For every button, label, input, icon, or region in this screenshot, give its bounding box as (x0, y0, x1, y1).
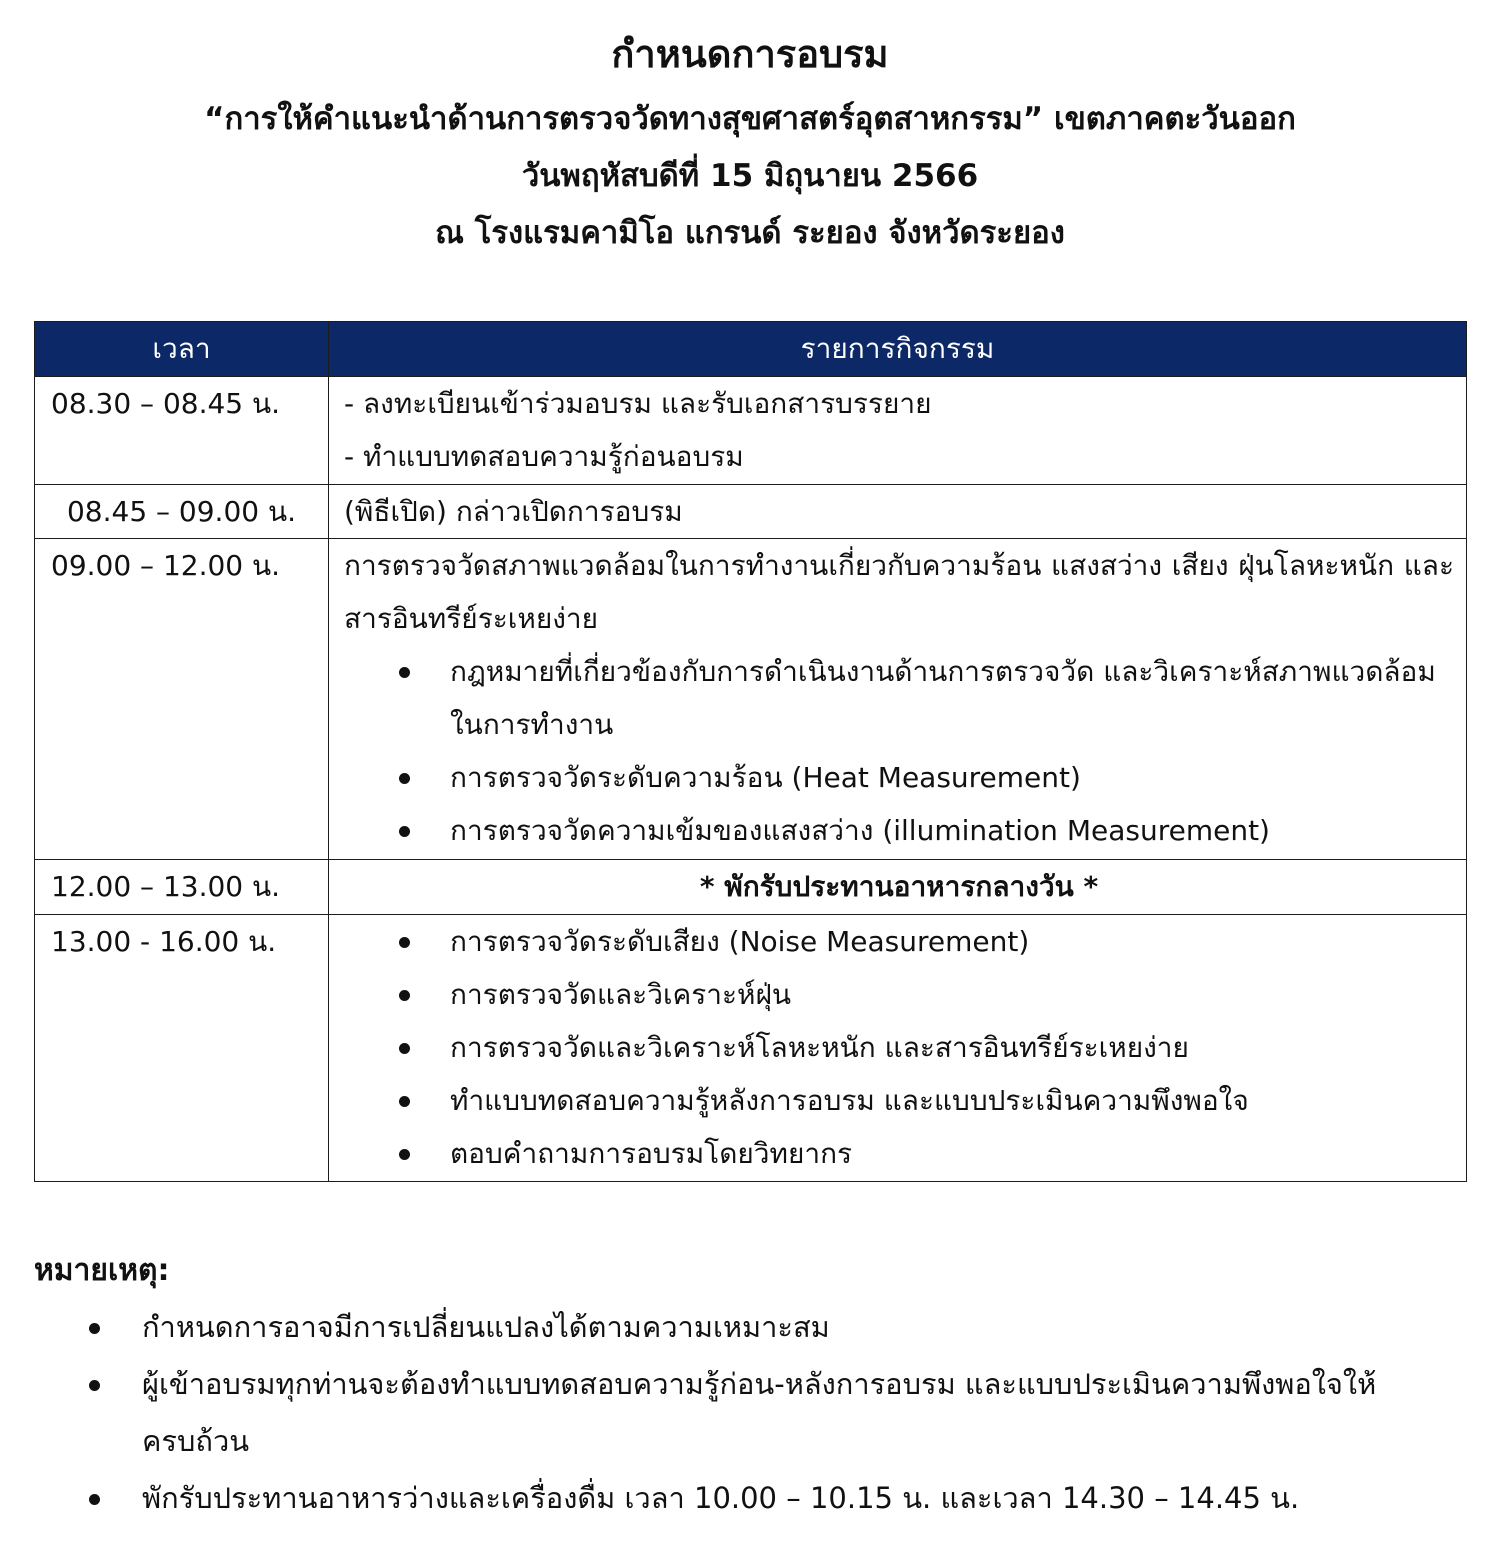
activity-line: (พิธีเปิด) กล่าวเปิดการอบรม (344, 495, 683, 528)
bullet-icon (89, 1323, 100, 1334)
column-header-activity: รายการกิจกรรม (329, 322, 1467, 377)
activity-intro: การตรวจวัดสภาพแวดล้อมในการทำงานเกี่ยวกับความร้อน แสงสว่าง เสียง ฝุ่นโลหะหนัก และสารอินทรีย์ระเหยง่าย (344, 549, 1454, 635)
note-item (34, 1470, 1394, 1527)
list-item (344, 804, 1454, 857)
bullet-text: การตรวจวัดระดับความร้อน (Heat Measurement) (450, 761, 1081, 794)
bullet-icon (399, 667, 410, 678)
list-item (344, 645, 1454, 751)
table-row (35, 539, 1467, 860)
activity-cell (329, 539, 1467, 860)
event-date: วันพฤหัสบดีที่ 15 มิถุนายน 2566 (521, 158, 979, 194)
time-cell: 08.30 – 08.45 น. (35, 377, 329, 485)
bullet-text: การตรวจวัดความเข้มของแสงสว่าง (illumination Measurement) (450, 814, 1270, 847)
bullet-icon (399, 937, 410, 948)
list-item (344, 1021, 1454, 1074)
time-cell: 08.45 – 09.00 น. (35, 485, 329, 539)
activity-line: - ลงทะเบียนเข้าร่วมอบรม และรับเอกสารบรรยาย (344, 387, 932, 420)
list-item (344, 751, 1454, 804)
bullet-icon (89, 1380, 100, 1391)
time-cell: 09.00 – 12.00 น. (35, 539, 329, 860)
table-row (35, 377, 1467, 485)
note-text: พักรับประทานอาหารว่างและเครื่องดื่ม เวลา 10.00 – 10.15 น. และเวลา 14.30 – 14.45 น. (142, 1481, 1300, 1515)
note-text: กำหนดการอาจมีการเปลี่ยนแปลงได้ตามความเหมาะสม (142, 1310, 830, 1344)
note-text: ผู้เข้าอบรมทุกท่านจะต้องทำแบบทดสอบความรู้ก่อน-หลังการอบรม และแบบประเมินความพึงพอใจให้ครบถ้วน (142, 1367, 1377, 1458)
page-title: กำหนดการอบรม (611, 32, 889, 76)
activity-cell (329, 915, 1467, 1182)
time-cell: 13.00 - 16.00 น. (35, 915, 329, 1182)
bullet-icon (399, 1149, 410, 1160)
activity-cell (329, 377, 1467, 485)
table-row (35, 860, 1467, 915)
list-item (344, 968, 1454, 1021)
note-item (34, 1299, 1394, 1356)
lunch-break-cell: * พักรับประทานอาหารกลางวัน * (329, 860, 1467, 915)
activity-bullet-list (344, 645, 1454, 857)
bullet-icon (399, 990, 410, 1001)
schedule-table (34, 321, 1467, 1182)
course-subtitle: “การให้คำแนะนำด้านการตรวจวัดทางสุขศาสตร์อุตสาหกรรม” เขตภาคตะวันออก (204, 101, 1296, 137)
bullet-text: ทำแบบทดสอบความรู้หลังการอบรม และแบบประเมินความพึงพอใจ (450, 1084, 1249, 1117)
table-row (35, 485, 1467, 539)
bullet-text: การตรวจวัดและวิเคราะห์โลหะหนัก และสารอินทรีย์ระเหยง่าย (450, 1031, 1189, 1064)
list-item (344, 915, 1454, 968)
column-header-time: เวลา (35, 322, 329, 377)
bullet-text: กฎหมายที่เกี่ยวข้องกับการดำเนินงานด้านการตรวจวัด และวิเคราะห์สภาพแวดล้อมในการทำงาน (450, 655, 1436, 741)
notes-list (34, 1299, 1394, 1527)
bullet-icon (399, 826, 410, 837)
activity-line: - ทำแบบทดสอบความรู้ก่อนอบรม (344, 440, 744, 473)
table-header-row (35, 322, 1467, 377)
list-item (344, 1074, 1454, 1127)
notes-heading: หมายเหตุ: (34, 1253, 170, 1288)
activity-bullet-list (344, 915, 1454, 1180)
activity-cell (329, 485, 1467, 539)
table-row (35, 915, 1467, 1182)
bullet-icon (399, 773, 410, 784)
bullet-text: การตรวจวัดและวิเคราะห์ฝุ่น (450, 978, 792, 1011)
bullet-icon (399, 1096, 410, 1107)
bullet-text: การตรวจวัดระดับเสียง (Noise Measurement) (450, 925, 1030, 958)
time-cell: 12.00 – 13.00 น. (35, 860, 329, 915)
bullet-icon (89, 1494, 100, 1505)
event-venue: ณ โรงแรมคามิโอ แกรนด์ ระยอง จังหวัดระยอง (435, 215, 1065, 251)
list-item (344, 1127, 1454, 1180)
bullet-icon (399, 1043, 410, 1054)
bullet-text: ตอบคำถามการอบรมโดยวิทยากร (450, 1137, 853, 1170)
note-item (34, 1356, 1394, 1470)
